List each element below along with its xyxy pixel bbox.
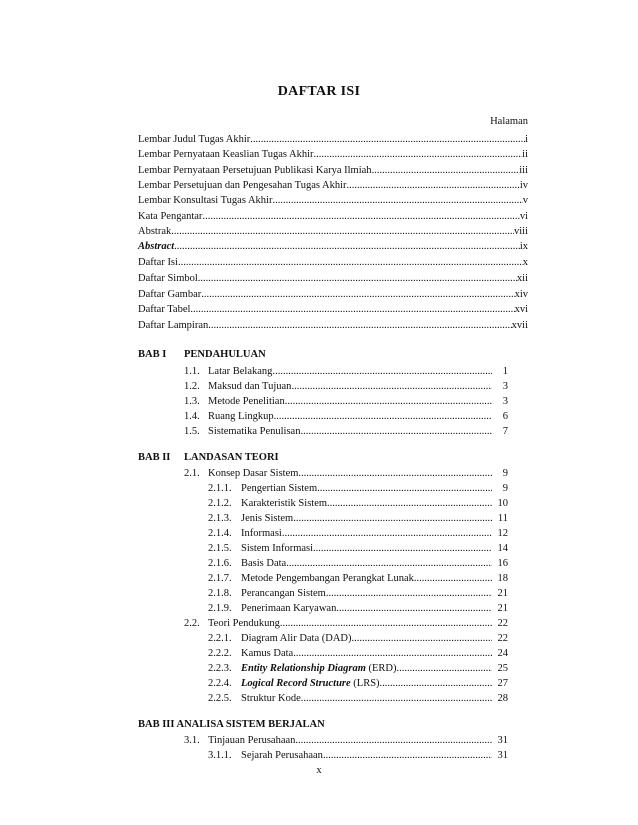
toc-label: Karakteristik Sistem bbox=[241, 498, 328, 509]
toc-subsection-row[interactable] bbox=[208, 602, 508, 615]
toc-number: 2.1.3. bbox=[208, 513, 232, 524]
toc-section-row[interactable] bbox=[184, 365, 508, 378]
toc-label: Kata Pengantar bbox=[138, 211, 203, 222]
toc-label: Jenis Sistem bbox=[241, 513, 294, 524]
toc-subsection-row[interactable] bbox=[208, 572, 508, 585]
toc-page: 10 bbox=[497, 498, 508, 509]
toc-front-row[interactable] bbox=[138, 288, 528, 301]
toc-front-row[interactable] bbox=[138, 148, 528, 161]
toc-front-row[interactable] bbox=[138, 179, 528, 192]
toc-label: Sistem Informasi bbox=[241, 543, 314, 554]
toc-label: Konsep Dasar Sistem bbox=[208, 468, 299, 479]
chapter-number: BAB I bbox=[138, 349, 167, 360]
toc-page: i bbox=[525, 134, 528, 145]
toc-page: 7 bbox=[502, 426, 508, 437]
toc-page: 9 bbox=[502, 483, 508, 494]
toc-number: 2.2.2. bbox=[208, 648, 232, 659]
toc-page: 22 bbox=[497, 633, 508, 644]
toc-page: 3 bbox=[502, 396, 508, 407]
toc-section-row[interactable] bbox=[184, 617, 508, 630]
toc-label: Latar Belakang bbox=[208, 366, 273, 377]
toc-page: v bbox=[522, 195, 528, 206]
chapter-number: BAB II bbox=[138, 452, 171, 463]
chapter-heading[interactable] bbox=[138, 349, 266, 360]
toc-number: 2.1.7. bbox=[208, 573, 232, 584]
toc-page: iv bbox=[519, 180, 528, 191]
toc-label: Daftar Simbol bbox=[138, 273, 198, 284]
toc-page: 14 bbox=[497, 543, 508, 554]
toc-subsection-row[interactable] bbox=[208, 632, 508, 645]
toc-page: ix bbox=[519, 241, 528, 252]
toc-page: ii bbox=[522, 149, 528, 160]
toc-subsection-row[interactable] bbox=[208, 749, 508, 762]
toc-front-row[interactable] bbox=[138, 256, 528, 269]
chapter-title: PENDAHULUAN bbox=[184, 349, 266, 360]
toc-page: 16 bbox=[497, 558, 508, 569]
toc-section-row[interactable] bbox=[184, 395, 508, 408]
toc-label: Perancangan Sistem bbox=[241, 588, 326, 599]
chapter-title: BAB III ANALISA SISTEM BERJALAN bbox=[138, 719, 325, 730]
toc-label: Ruang Lingkup bbox=[208, 411, 274, 422]
toc-subsection-row[interactable] bbox=[208, 512, 508, 525]
toc-page: 21 bbox=[497, 603, 508, 614]
toc-label: Lembar Pernyataan Keaslian Tugas Akhir bbox=[138, 149, 314, 160]
toc-label-suffix: (LRS) bbox=[350, 678, 380, 689]
toc-front-row[interactable] bbox=[138, 272, 528, 285]
toc-subsection-row[interactable] bbox=[208, 677, 508, 690]
toc-label: Daftar Lampiran bbox=[138, 320, 209, 331]
toc-label: Maksud dan Tujuan bbox=[208, 381, 292, 392]
toc-number: 2.2.3. bbox=[208, 663, 232, 674]
toc-page: 6 bbox=[502, 411, 508, 422]
toc-number: 2.1. bbox=[184, 468, 200, 479]
toc-subsection-row[interactable] bbox=[208, 527, 508, 540]
toc-page: xii bbox=[516, 273, 528, 284]
toc-front-row[interactable] bbox=[138, 194, 528, 207]
chapter-title: LANDASAN TEORI bbox=[184, 452, 279, 463]
toc-label: Lembar Judul Tugas Akhir bbox=[138, 134, 251, 145]
page-title: DAFTAR ISI bbox=[277, 84, 361, 99]
toc-subsection-row[interactable] bbox=[208, 662, 508, 675]
toc-front-row[interactable] bbox=[138, 319, 528, 332]
toc-label: Basis Data bbox=[241, 558, 287, 569]
toc-label: Teori Pendukung bbox=[208, 618, 280, 629]
toc-number: 2.1.2. bbox=[208, 498, 232, 509]
toc-label: Penerimaan Karyawan bbox=[241, 603, 337, 614]
toc-number: 2.1.4. bbox=[208, 528, 232, 539]
toc-label: Kamus Data bbox=[241, 648, 294, 659]
toc-page: xvii bbox=[511, 320, 528, 331]
chapter-heading[interactable] bbox=[138, 719, 325, 730]
toc-subsection-row[interactable] bbox=[208, 542, 508, 555]
toc-page: 11 bbox=[497, 513, 508, 524]
toc-subsection-row[interactable] bbox=[208, 587, 508, 600]
toc-number: 1.3. bbox=[184, 396, 200, 407]
toc-page: xiv bbox=[514, 289, 528, 300]
toc-label: Metode Penelitian bbox=[208, 396, 285, 407]
toc-number: 2.2.5. bbox=[208, 693, 232, 704]
toc-label: Informasi bbox=[241, 528, 282, 539]
toc-number: 2.1.6. bbox=[208, 558, 232, 569]
toc-section-row[interactable] bbox=[184, 425, 508, 438]
toc-section-row[interactable] bbox=[184, 734, 508, 747]
toc-label: Lembar Persetujuan dan Pengesahan Tugas Akhir bbox=[138, 180, 347, 191]
toc-number: 3.1.1. bbox=[208, 750, 232, 761]
toc-label: Tinjauan Perusahaan bbox=[208, 735, 296, 746]
toc-number: 1.5. bbox=[184, 426, 200, 437]
toc-label: Abstract bbox=[138, 241, 175, 252]
toc-number: 2.1.5. bbox=[208, 543, 232, 554]
toc-number: 2.2.4. bbox=[208, 678, 232, 689]
toc-label: Struktur Kode bbox=[241, 693, 301, 704]
toc-section-row[interactable] bbox=[184, 380, 508, 393]
toc-number: 1.1. bbox=[184, 366, 200, 377]
toc-number: 1.2. bbox=[184, 381, 200, 392]
toc-label: Diagram Alir Data (DAD) bbox=[241, 633, 352, 644]
toc-subsection-row[interactable] bbox=[208, 557, 508, 570]
toc-page: 31 bbox=[497, 735, 508, 746]
toc-page: 22 bbox=[497, 618, 508, 629]
toc-section-row[interactable] bbox=[184, 410, 508, 423]
toc-page: 12 bbox=[497, 528, 508, 539]
toc-label: Lembar Konsultasi Tugas Akhir bbox=[138, 195, 273, 206]
toc-label: Daftar Isi bbox=[138, 257, 178, 268]
toc-label: Metode Pengembangan Perangkat Lunak bbox=[241, 573, 414, 584]
toc-page: 27 bbox=[497, 678, 508, 689]
toc-label: Abstrak bbox=[138, 226, 172, 237]
toc-label: Daftar Tabel bbox=[138, 304, 191, 315]
toc-label: Sistematika Penulisan bbox=[208, 426, 301, 437]
toc-page: 21 bbox=[497, 588, 508, 599]
toc-label-suffix: (ERD) bbox=[365, 663, 397, 674]
toc-page: 18 bbox=[497, 573, 508, 584]
toc-label: Sejarah Perusahaan bbox=[241, 750, 323, 761]
toc-front-row[interactable] bbox=[138, 225, 528, 238]
toc-page: 1 bbox=[502, 366, 508, 377]
toc-number: 3.1. bbox=[184, 735, 200, 746]
toc-page: x bbox=[522, 257, 528, 268]
toc-page: 24 bbox=[497, 648, 508, 659]
toc-subsection-row[interactable] bbox=[208, 497, 508, 510]
toc-subsection-row[interactable] bbox=[208, 692, 508, 705]
toc-number: 2.1.8. bbox=[208, 588, 232, 599]
toc-label: Daftar Gambar bbox=[138, 289, 202, 300]
page-number: x bbox=[316, 765, 322, 776]
toc-number: 2.2.1. bbox=[208, 633, 232, 644]
halaman-label: Halaman bbox=[490, 116, 528, 127]
toc-front-row[interactable] bbox=[138, 210, 528, 223]
toc-subsection-row[interactable] bbox=[208, 647, 508, 660]
toc-page: xvi bbox=[514, 304, 528, 315]
toc-section-row[interactable] bbox=[184, 467, 508, 480]
toc-page: iii bbox=[519, 165, 528, 176]
toc-page: 28 bbox=[497, 693, 508, 704]
toc-label: Lembar Pernyataan Persetujuan Publikasi Karya Ilmiah bbox=[138, 165, 372, 176]
toc-page: 9 bbox=[502, 468, 508, 479]
toc-label-italic: Entity Relationship Diagram bbox=[241, 663, 366, 674]
toc-front-row[interactable] bbox=[138, 133, 528, 146]
toc-subsection-row[interactable] bbox=[208, 482, 508, 495]
toc-number: 2.1.9. bbox=[208, 603, 232, 614]
toc-label-italic: Logical Record Structure bbox=[241, 678, 351, 689]
toc-number: 2.1.1. bbox=[208, 483, 232, 494]
toc-front-row[interactable] bbox=[138, 303, 528, 316]
toc-front-row[interactable] bbox=[138, 164, 528, 177]
toc-number: 2.2. bbox=[184, 618, 200, 629]
toc-page: 31 bbox=[497, 750, 508, 761]
toc-page: 3 bbox=[502, 381, 508, 392]
chapter-heading[interactable] bbox=[138, 452, 279, 463]
toc-page: 25 bbox=[497, 663, 508, 674]
toc-label: Pengertian Sistem bbox=[241, 483, 318, 494]
toc-page: vi bbox=[519, 211, 528, 222]
toc-number: 1.4. bbox=[184, 411, 200, 422]
toc-page: viii bbox=[513, 226, 528, 237]
toc-front-row[interactable] bbox=[138, 240, 528, 253]
